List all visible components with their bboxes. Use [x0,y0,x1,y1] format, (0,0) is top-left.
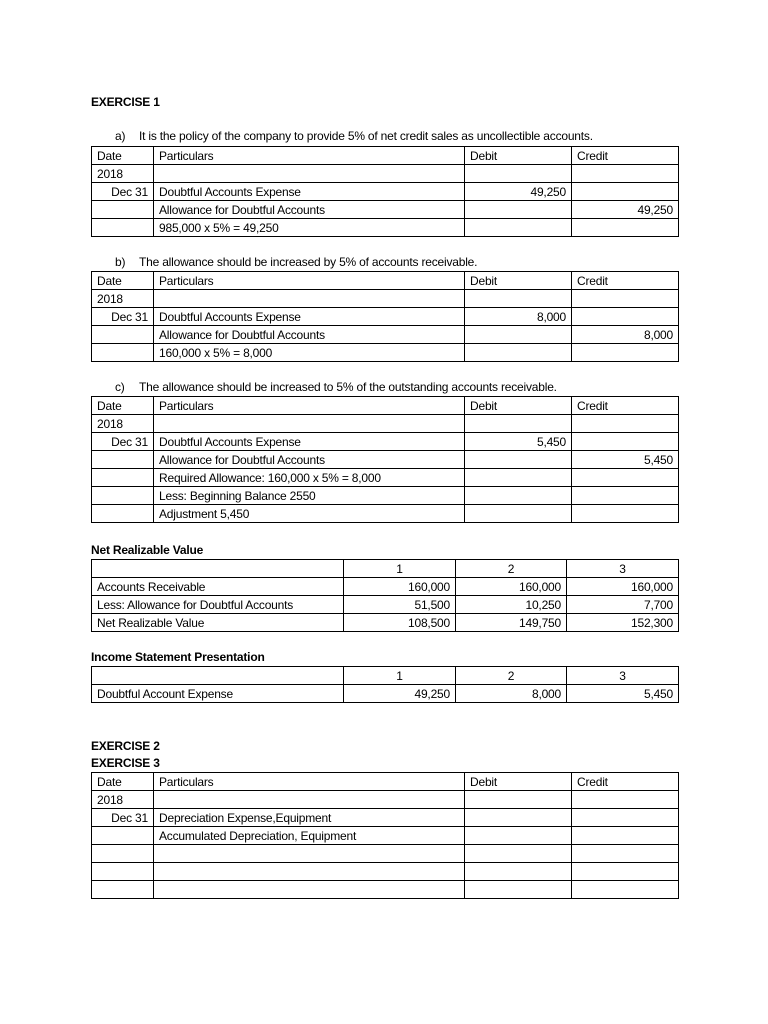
nrv-header-2: 2 [456,560,567,578]
col-particulars: Particulars [154,147,465,165]
col-particulars: Particulars [154,272,465,290]
cell-particulars: 160,000 x 5% = 8,000 [154,344,465,362]
journal-table-exercise-3 [91,772,679,899]
cell-credit [572,505,679,523]
caption-a-text: It is the policy of the company to provide 5% of net credit sales as uncollectible accounts. [139,129,593,143]
cell-debit [465,487,572,505]
cell-credit [572,791,679,809]
cell-debit [465,219,572,237]
cell-credit [572,827,679,845]
nrv-header-blank [92,560,344,578]
table-row [92,344,679,362]
income-header-3: 3 [567,667,679,685]
cell-date [92,326,154,344]
table-row [92,685,679,703]
col-debit: Debit [465,272,572,290]
cell-credit: 8,000 [572,326,679,344]
cell-date: 2018 [92,415,154,433]
cell-credit [572,863,679,881]
cell-particulars [154,290,465,308]
cell-particulars: Accumulated Depreciation, Equipment [154,827,465,845]
cell-credit [572,809,679,827]
cell-date: 2018 [92,290,154,308]
nrv-table [91,559,679,632]
cell-debit [465,845,572,863]
cell-credit [572,487,679,505]
cell-credit [572,308,679,326]
cell-credit [572,881,679,899]
cell-date [92,344,154,362]
cell-debit: 49,250 [465,183,572,201]
cell-date [92,219,154,237]
cell-particulars: Allowance for Doubtful Accounts [154,326,465,344]
row-label: Net Realizable Value [92,614,344,632]
table-row [92,451,679,469]
cell-credit: 5,450 [572,451,679,469]
cell-value-3: 7,700 [567,596,679,614]
col-particulars: Particulars [154,397,465,415]
cell-date: Dec 31 [92,809,154,827]
cell-value-3: 5,450 [567,685,679,703]
col-date: Date [92,397,154,415]
table-row [92,809,679,827]
journal-table-c [91,396,679,523]
caption-a-letter: a) [115,129,126,143]
col-credit: Credit [572,147,679,165]
cell-particulars: Allowance for Doubtful Accounts [154,201,465,219]
table-row [92,183,679,201]
nrv-title: Net Realizable Value [91,543,204,557]
cell-debit: 5,450 [465,433,572,451]
journal-table-a [91,146,679,237]
col-credit: Credit [572,773,679,791]
row-label: Doubtful Account Expense [92,685,344,703]
cell-debit [465,863,572,881]
cell-value-2: 8,000 [456,685,567,703]
income-header-blank [92,667,344,685]
cell-date [92,487,154,505]
journal-table-b [91,271,679,362]
cell-date [92,201,154,219]
cell-value-1: 49,250 [344,685,456,703]
col-date: Date [92,773,154,791]
cell-date [92,845,154,863]
cell-date [92,881,154,899]
table-row [92,308,679,326]
cell-debit [465,290,572,308]
cell-debit [465,451,572,469]
cell-particulars: Less: Beginning Balance 2550 [154,487,465,505]
cell-particulars [154,863,465,881]
cell-debit [465,415,572,433]
cell-debit [465,165,572,183]
exercise-1-title: EXERCISE 1 [91,95,160,109]
cell-date [92,505,154,523]
table-row [92,415,679,433]
cell-credit [572,219,679,237]
cell-particulars: Doubtful Accounts Expense [154,308,465,326]
cell-particulars [154,165,465,183]
cell-credit [572,344,679,362]
cell-date: Dec 31 [92,183,154,201]
cell-debit [465,505,572,523]
cell-credit [572,415,679,433]
cell-particulars: 985,000 x 5% = 49,250 [154,219,465,237]
nrv-header-3: 3 [567,560,679,578]
table-row [92,326,679,344]
cell-date: Dec 31 [92,308,154,326]
row-label: Less: Allowance for Doubtful Accounts [92,596,344,614]
exercise-2-title: EXERCISE 2 [91,739,160,753]
caption-c [115,380,557,394]
table-row [92,881,679,899]
cell-date [92,451,154,469]
cell-credit [572,183,679,201]
cell-debit [465,469,572,487]
table-row [92,578,679,596]
cell-value-1: 160,000 [344,578,456,596]
cell-value-1: 51,500 [344,596,456,614]
col-date: Date [92,147,154,165]
cell-value-2: 160,000 [456,578,567,596]
table-row [92,487,679,505]
table-row [92,469,679,487]
cell-particulars [154,881,465,899]
cell-credit [572,165,679,183]
table-row [92,165,679,183]
cell-particulars: Required Allowance: 160,000 x 5% = 8,000 [154,469,465,487]
table-header-row [92,773,679,791]
cell-particulars: Depreciation Expense,Equipment [154,809,465,827]
cell-value-1: 108,500 [344,614,456,632]
cell-debit: 8,000 [465,308,572,326]
cell-value-2: 149,750 [456,614,567,632]
cell-credit [572,433,679,451]
cell-credit [572,290,679,308]
table-row [92,201,679,219]
caption-b-text: The allowance should be increased by 5% of accounts receivable. [139,255,478,269]
cell-debit [465,326,572,344]
table-header-row [92,397,679,415]
cell-value-2: 10,250 [456,596,567,614]
exercise-3-title: EXERCISE 3 [91,756,160,770]
cell-date: 2018 [92,791,154,809]
cell-date [92,469,154,487]
col-debit: Debit [465,773,572,791]
col-debit: Debit [465,397,572,415]
col-date: Date [92,272,154,290]
income-title: Income Statement Presentation [91,650,265,664]
cell-credit [572,845,679,863]
cell-credit [572,469,679,487]
cell-date: 2018 [92,165,154,183]
cell-particulars [154,791,465,809]
cell-particulars [154,415,465,433]
cell-particulars: Allowance for Doubtful Accounts [154,451,465,469]
cell-date [92,827,154,845]
nrv-header-1: 1 [344,560,456,578]
cell-particulars [154,845,465,863]
col-debit: Debit [465,147,572,165]
cell-debit [465,827,572,845]
income-header-1: 1 [344,667,456,685]
table-row [92,791,679,809]
cell-credit: 49,250 [572,201,679,219]
cell-debit [465,881,572,899]
col-credit: Credit [572,272,679,290]
table-header-row [92,560,679,578]
cell-debit [465,344,572,362]
income-table [91,666,679,703]
caption-c-text: The allowance should be increased to 5% of the outstanding accounts receivable. [139,380,557,394]
cell-value-3: 152,300 [567,614,679,632]
table-row [92,433,679,451]
cell-date [92,863,154,881]
table-row [92,845,679,863]
row-label: Accounts Receivable [92,578,344,596]
table-row [92,827,679,845]
col-particulars: Particulars [154,773,465,791]
income-header-2: 2 [456,667,567,685]
cell-debit [465,791,572,809]
table-header-row [92,667,679,685]
table-row [92,290,679,308]
cell-date: Dec 31 [92,433,154,451]
table-header-row [92,147,679,165]
table-row [92,863,679,881]
caption-c-letter: c) [115,380,125,394]
table-row [92,596,679,614]
table-header-row [92,272,679,290]
table-row [92,505,679,523]
cell-particulars: Adjustment 5,450 [154,505,465,523]
caption-b [115,255,477,269]
cell-particulars: Doubtful Accounts Expense [154,433,465,451]
caption-a [115,129,593,143]
caption-b-letter: b) [115,255,126,269]
cell-value-3: 160,000 [567,578,679,596]
col-credit: Credit [572,397,679,415]
table-row [92,614,679,632]
cell-debit [465,201,572,219]
cell-particulars: Doubtful Accounts Expense [154,183,465,201]
cell-debit [465,809,572,827]
table-row [92,219,679,237]
